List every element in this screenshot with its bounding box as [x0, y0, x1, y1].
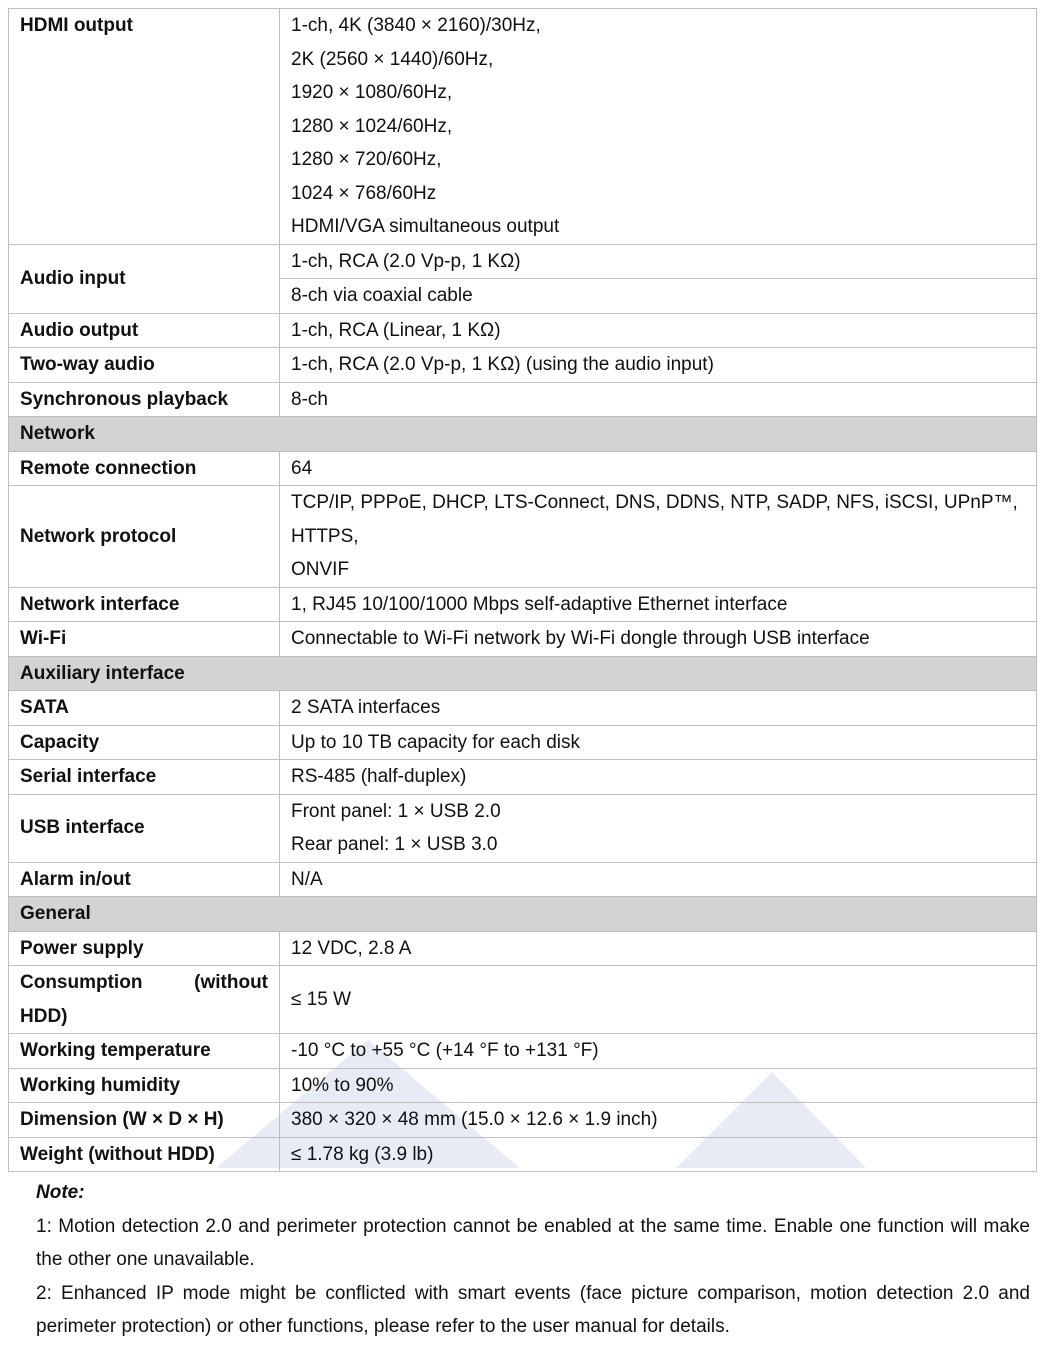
- spec-value: ≤ 1.78 kg (3.9 lb): [280, 1137, 1037, 1172]
- hdmi-line: 1920 × 1080/60Hz,: [291, 82, 453, 103]
- table-row: [9, 587, 1037, 622]
- protocol-line: ONVIF: [291, 559, 350, 580]
- spec-label: Synchronous playback: [9, 382, 280, 417]
- section-title: Auxiliary interface: [9, 656, 1037, 691]
- hdmi-line: 1280 × 720/60Hz,: [291, 149, 442, 170]
- note-item: 1: Motion detection 2.0 and perimeter protection cannot be enabled at the same time. Enable one function will make the other one unavailable.: [36, 1215, 1030, 1270]
- table-row: [9, 862, 1037, 897]
- spec-label: Remote connection: [9, 451, 280, 486]
- usb-line: Rear panel: 1 × USB 3.0: [291, 834, 498, 855]
- spec-value: Up to 10 TB capacity for each disk: [280, 725, 1037, 760]
- spec-label: Power supply: [9, 931, 280, 966]
- table-row: [9, 691, 1037, 726]
- spec-value: 8-ch via coaxial cable: [280, 279, 1037, 314]
- section-title: Network: [9, 417, 1037, 452]
- spec-label: Dimension (W × D × H): [9, 1103, 280, 1138]
- spec-label: Working temperature: [9, 1034, 280, 1069]
- table-row: [9, 451, 1037, 486]
- spec-value: 12 VDC, 2.8 A: [280, 931, 1037, 966]
- spec-label: Audio output: [9, 313, 280, 348]
- note-item: 2: Enhanced IP mode might be conflicted with smart events (face picture comparison, motion detection 2.0 and perimeter protection) or other functions, please refer to the user manual for details.: [36, 1282, 1030, 1337]
- spec-label: Working humidity: [9, 1068, 280, 1103]
- table-row: [9, 966, 1037, 1034]
- table-row: [9, 1137, 1037, 1172]
- spec-value: 1-ch, RCA (2.0 Vp-p, 1 KΩ) (using the audio input): [280, 348, 1037, 383]
- consumption-label-line: HDD): [20, 1005, 68, 1027]
- consumption-label-line: Consumption (without: [20, 972, 268, 993]
- table-row: [9, 1068, 1037, 1103]
- spec-value: ≤ 15 W: [280, 966, 1037, 1034]
- section-title: General: [9, 897, 1037, 932]
- spec-label: Weight (without HDD): [9, 1137, 280, 1172]
- spec-value: [280, 9, 1037, 245]
- spec-label: SATA: [9, 691, 280, 726]
- spec-label: Wi-Fi: [9, 622, 280, 657]
- table-row: [9, 931, 1037, 966]
- spec-value: 10% to 90%: [280, 1068, 1037, 1103]
- spec-value: 64: [280, 451, 1037, 486]
- spec-value: [280, 486, 1037, 588]
- hdmi-line: 2K (2560 × 1440)/60Hz,: [291, 48, 494, 70]
- spec-label: Alarm in/out: [9, 862, 280, 897]
- spec-label: Serial interface: [9, 760, 280, 795]
- spec-label: Audio input: [9, 244, 280, 313]
- table-row: [9, 244, 1037, 279]
- spec-value: 1-ch, RCA (2.0 Vp-p, 1 KΩ): [280, 244, 1037, 279]
- spec-value: [280, 794, 1037, 862]
- usb-line: Front panel: 1 × USB 2.0: [291, 800, 501, 822]
- table-row: [9, 382, 1037, 417]
- spec-label: [9, 966, 280, 1034]
- spec-value: N/A: [280, 862, 1037, 897]
- table-row: [9, 794, 1037, 862]
- notes-section: [36, 1176, 1030, 1344]
- hdmi-line: 1024 × 768/60Hz: [291, 182, 437, 204]
- spec-label: Network interface: [9, 587, 280, 622]
- table-row: [9, 348, 1037, 383]
- spec-value: 1-ch, RCA (Linear, 1 KΩ): [280, 313, 1037, 348]
- spec-value: RS-485 (half-duplex): [280, 760, 1037, 795]
- hdmi-line: 1280 × 1024/60Hz,: [291, 115, 453, 137]
- table-row: [9, 1034, 1037, 1069]
- spec-value: -10 °C to +55 °C (+14 °F to +131 °F): [280, 1034, 1037, 1069]
- spec-value: 380 × 320 × 48 mm (15.0 × 12.6 × 1.9 inch): [280, 1103, 1037, 1138]
- section-header-auxiliary: [9, 656, 1037, 691]
- table-row: [9, 760, 1037, 795]
- spec-label: Capacity: [9, 725, 280, 760]
- spec-value: Connectable to Wi-Fi network by Wi-Fi dongle through USB interface: [280, 622, 1037, 657]
- hdmi-line: 1-ch, 4K (3840 × 2160)/30Hz,: [291, 15, 541, 36]
- spec-label: Two-way audio: [9, 348, 280, 383]
- protocol-line: TCP/IP, PPPoE, DHCP, LTS-Connect, DNS, DDNS, NTP, SADP, NFS, iSCSI, UPnP™, HTTPS,: [291, 492, 1018, 547]
- table-row: [9, 725, 1037, 760]
- section-header-network: [9, 417, 1037, 452]
- spec-value: 2 SATA interfaces: [280, 691, 1037, 726]
- table-row: [9, 313, 1037, 348]
- table-row: [9, 622, 1037, 657]
- hdmi-line: HDMI/VGA simultaneous output: [291, 216, 560, 237]
- spec-value: 1, RJ45 10/100/1000 Mbps self-adaptive Ethernet interface: [280, 587, 1037, 622]
- spec-label: HDMI output: [9, 9, 280, 245]
- spec-label: USB interface: [9, 794, 280, 862]
- spec-table: [8, 8, 1037, 1172]
- table-row: [9, 9, 1037, 245]
- spec-label: Network protocol: [9, 486, 280, 588]
- note-title: Note:: [36, 1182, 85, 1203]
- table-row: [9, 1103, 1037, 1138]
- table-row: [9, 486, 1037, 588]
- section-header-general: [9, 897, 1037, 932]
- spec-value: 8-ch: [280, 382, 1037, 417]
